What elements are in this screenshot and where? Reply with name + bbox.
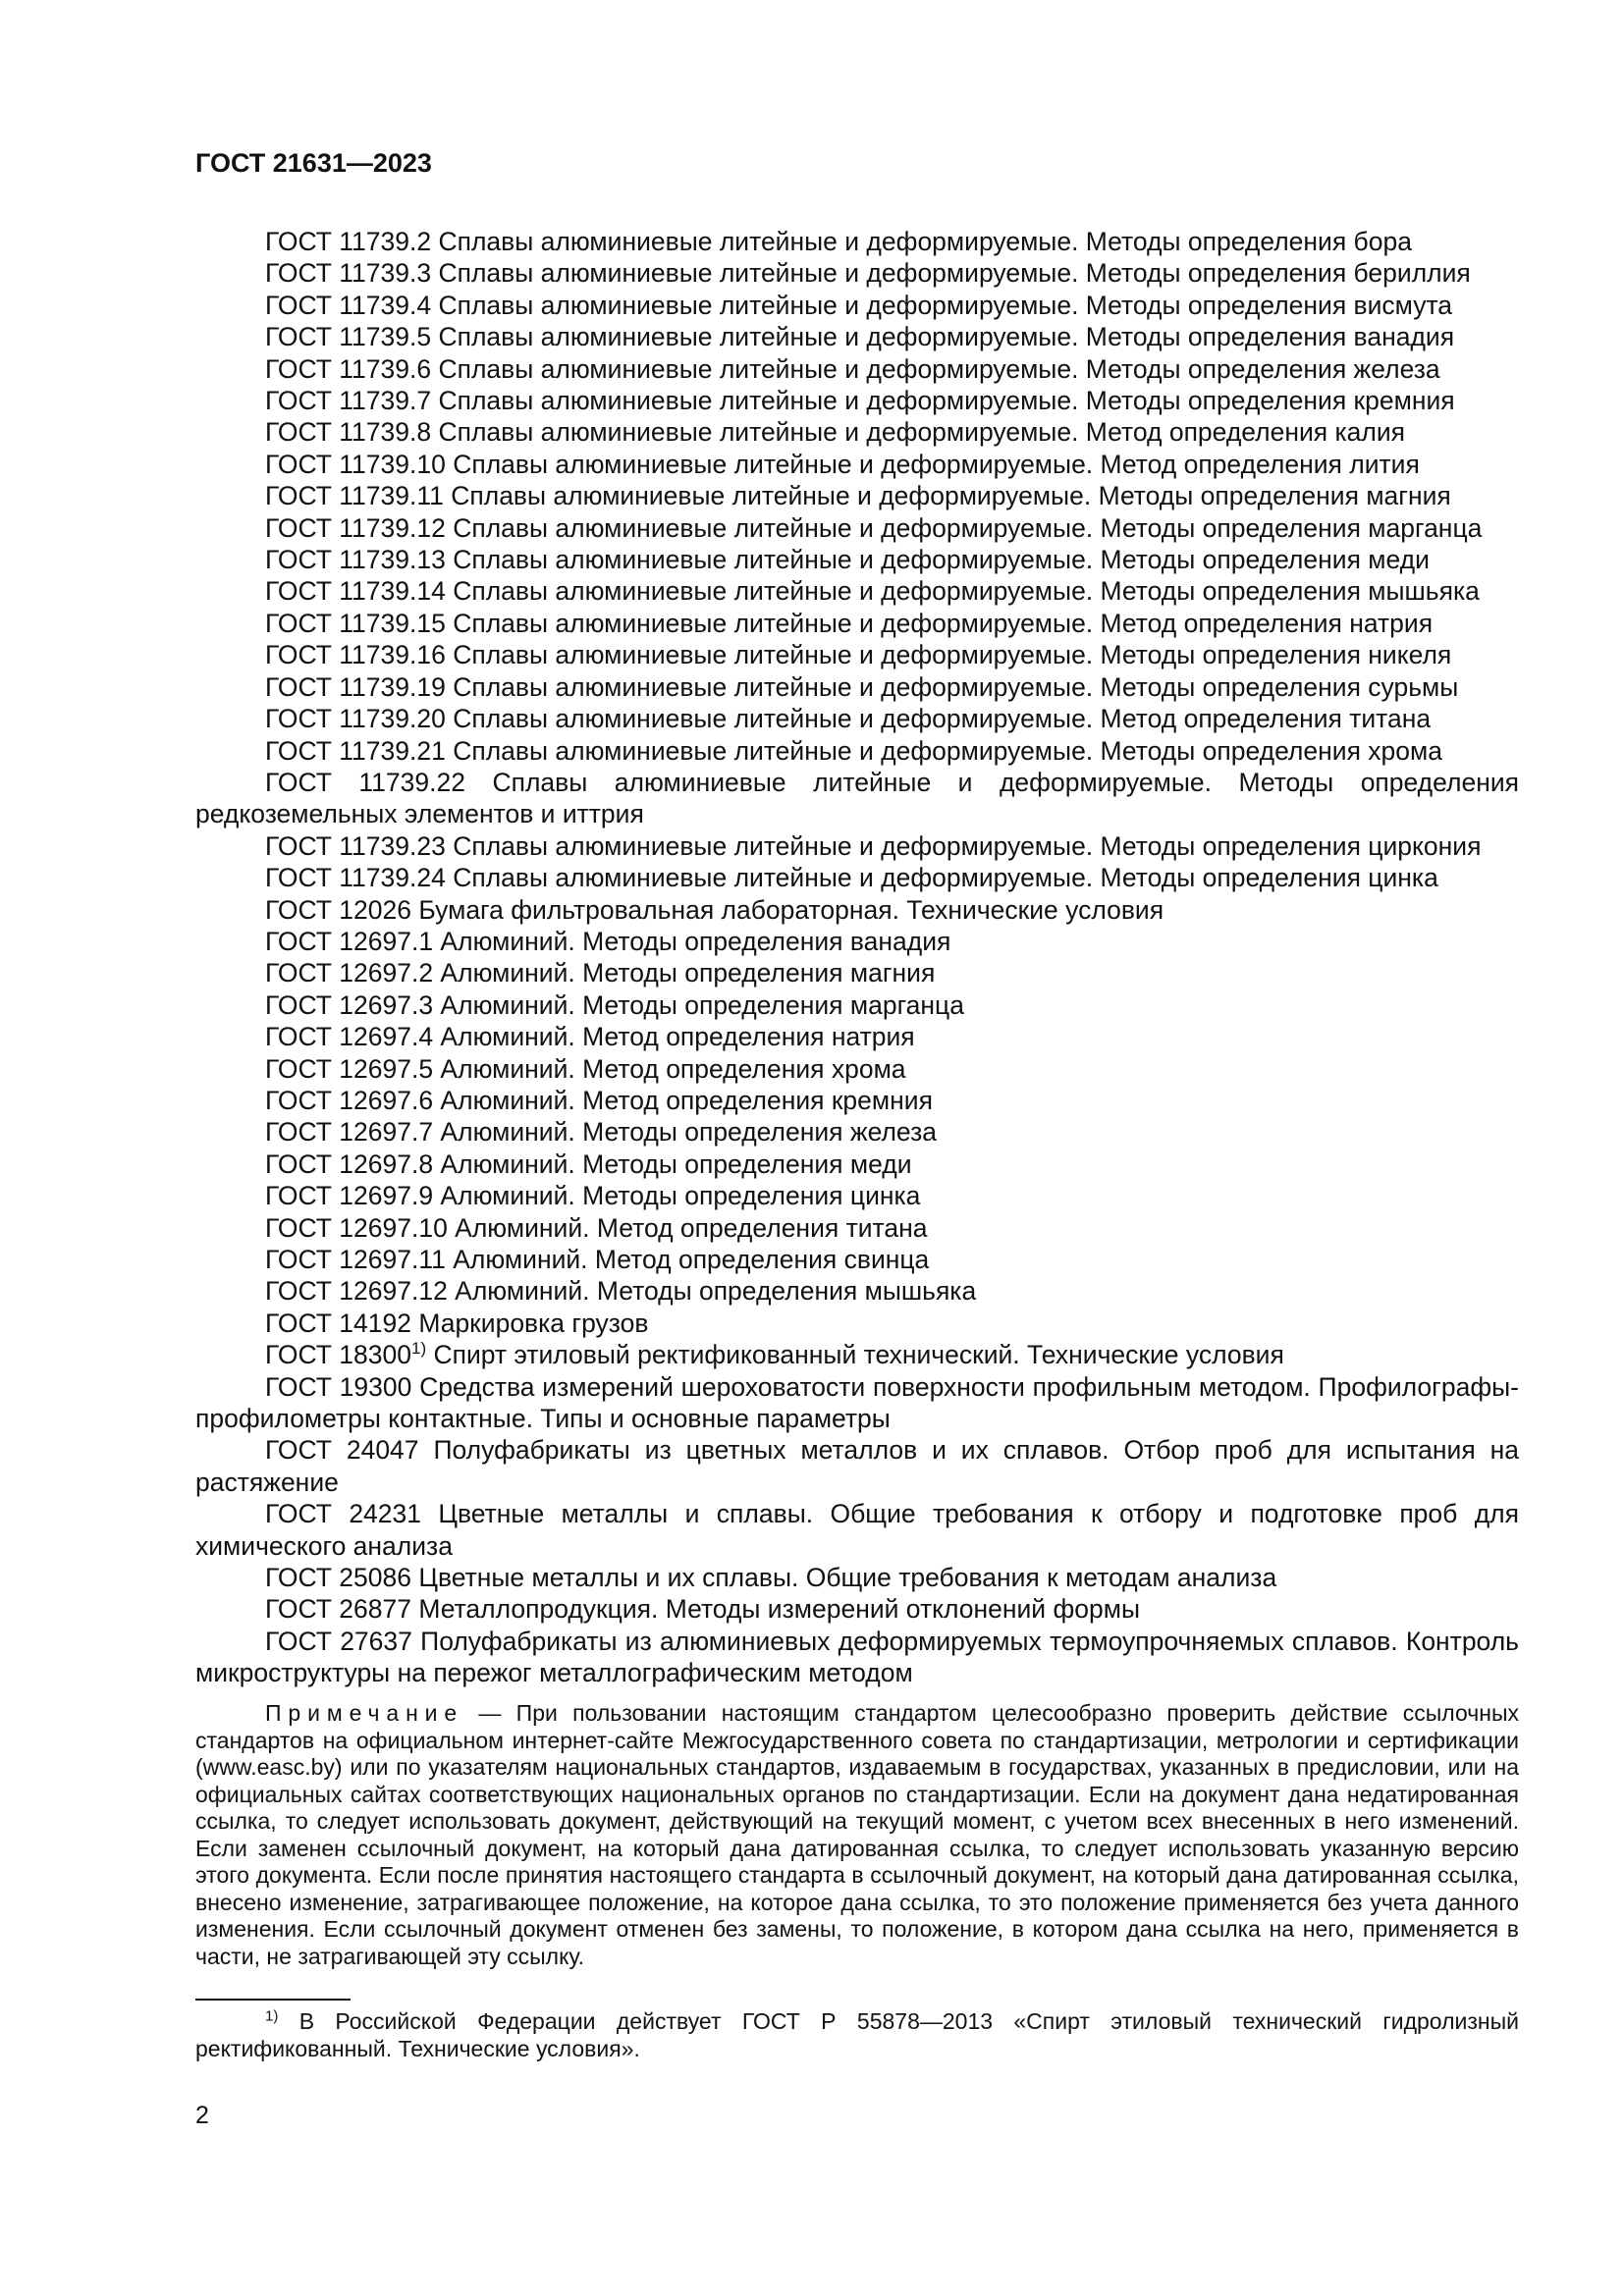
reference-text: ГОСТ 11739.5 Сплавы алюминиевые литейные и деформируемые. Методы определения ванадия xyxy=(265,322,1455,352)
reference-text: ГОСТ 12697.11 Алюминий. Метод определения свинца xyxy=(265,1245,930,1274)
reference-text: ГОСТ 24231 Цветные металлы и сплавы. Общие требования к отбору и подготовке проб для химического анализа xyxy=(195,1499,1519,1561)
reference-text: ГОСТ 11739.15 Сплавы алюминиевые литейные и деформируемые. Метод определения натрия xyxy=(265,608,1434,638)
reference-item xyxy=(195,257,1519,289)
reference-text: ГОСТ 27637 Полуфабрикаты из алюминиевых деформируемых термоупрочняемых сплавов. Контроль микроструктуры на пережог металлографическим методом xyxy=(195,1626,1519,1688)
reference-text: ГОСТ 12697.6 Алюминий. Метод определения кремния xyxy=(265,1085,933,1115)
reference-text: ГОСТ 12697.8 Алюминий. Методы определения меди xyxy=(265,1148,912,1179)
reference-item xyxy=(195,767,1519,830)
reference-text-continued: Спирт этиловый ректификованный технический. Технические условия xyxy=(426,1340,1284,1370)
reference-item xyxy=(195,226,1519,257)
reference-text: ГОСТ 11739.22 Сплавы алюминиевые литейные и деформируемые. Методы определения редкоземельных элементов и иттрия xyxy=(195,767,1519,829)
reference-text: ГОСТ 11739.12 Сплавы алюминиевые литейные и деформируемые. Методы определения марганца xyxy=(265,512,1483,543)
reference-text: ГОСТ 11739.10 Сплавы алюминиевые литейные и деформируемые. Метод определения лития xyxy=(265,449,1420,479)
reference-item xyxy=(195,671,1519,703)
reference-text: ГОСТ 12697.3 Алюминий. Методы определения марганца xyxy=(265,989,964,1020)
reference-text: ГОСТ 11739.3 Сплавы алюминиевые литейные и деформируемые. Методы определения бериллия xyxy=(265,258,1471,289)
reference-text: ГОСТ 12697.7 Алюминий. Методы определения железа xyxy=(265,1117,937,1148)
reference-item xyxy=(195,1562,1519,1593)
reference-text: ГОСТ 11739.2 Сплавы алюминиевые литейные и деформируемые. Методы определения бора xyxy=(265,227,1412,256)
reference-text: ГОСТ 12697.5 Алюминий. Метод определения хрома xyxy=(265,1053,906,1084)
reference-item xyxy=(195,1053,1519,1085)
reference-text: ГОСТ 11739.20 Сплавы алюминиевые литейные и деформируемые. Метод определения титана xyxy=(265,704,1432,734)
reference-item xyxy=(195,1180,1519,1211)
reference-text: ГОСТ 11739.13 Сплавы алюминиевые литейные и деформируемые. Методы определения меди xyxy=(265,545,1430,575)
reference-text: ГОСТ 12026 Бумага фильтровальная лабораторная. Технические условия xyxy=(265,894,1164,925)
reference-text: ГОСТ 12697.2 Алюминий. Методы определения магния xyxy=(265,958,936,988)
reference-text: ГОСТ 11739.6 Сплавы алюминиевые литейные и деформируемые. Методы определения железа xyxy=(265,353,1440,384)
reference-item xyxy=(195,1116,1519,1148)
reference-item xyxy=(195,544,1519,575)
reference-item xyxy=(195,449,1519,480)
reference-item xyxy=(195,862,1519,893)
document-header: ГОСТ 21631—2023 xyxy=(195,148,432,178)
reference-item xyxy=(195,1593,1519,1625)
reference-text: ГОСТ 11739.21 Сплавы алюминиевые литейные и деформируемые. Методы определения хрома xyxy=(265,735,1442,766)
reference-item xyxy=(195,926,1519,957)
footnote-separator xyxy=(195,1999,351,2001)
normative-references-list xyxy=(195,226,1519,1689)
reference-text: ГОСТ 25086 Цветные металлы и их сплавы. Общие требования к методам анализа xyxy=(265,1563,1277,1593)
reference-item xyxy=(195,1308,1519,1339)
reference-item xyxy=(195,290,1519,321)
reference-item xyxy=(195,575,1519,607)
footnote-mark: 1) xyxy=(265,2007,279,2025)
note-text: — При пользовании настоящим стандартом целесообразно проверить действие ссылочных стандартов на официальном интернет-сайте Межгосударственного совета по стандартизации, метрологии и сертификации (www.easc.by) или по указателям национальных стандартов, издаваемым в государствах, указанных в предисловии, или на официальных сайтах соответствующих национальных органов по стандартизации. Если на документ дана недатированная ссылка, то следует использовать документ, действующий на текущий момент, с учетом всех внесенных в него изменений. Если заменен ссылочный документ, на который дана датированная ссылка, то следует использовать указанную версию этого документа. Если после принятия настоящего стандарта в ссылочный документ, на который дана датированная ссылка, внесено изменение, затрагивающее положение, на которое дана ссылка, то это положение применяется без учета данного изменения. Если ссылочный документ отменен без замены, то положение, в котором дана ссылка на него, применяется в части, не затрагивающей эту ссылку. xyxy=(195,1700,1519,1969)
reference-item xyxy=(195,608,1519,639)
reference-item xyxy=(195,321,1519,352)
note-paragraph xyxy=(195,1700,1519,1970)
reference-text: ГОСТ 14192 Маркировка грузов xyxy=(265,1308,649,1338)
reference-item xyxy=(195,512,1519,544)
footnote-reference-mark: 1) xyxy=(410,1339,427,1359)
reference-text: ГОСТ 12697.12 Алюминий. Методы определения мышьяка xyxy=(265,1276,977,1307)
reference-text: ГОСТ 11739.16 Сплавы алюминиевые литейные и деформируемые. Методы определения никеля xyxy=(265,640,1452,670)
reference-text: ГОСТ 11739.24 Сплавы алюминиевые литейные и деформируемые. Методы определения цинка xyxy=(265,863,1438,893)
reference-item xyxy=(195,957,1519,988)
reference-item xyxy=(195,353,1519,385)
reference-text: ГОСТ 19300 Средства измерений шероховатости поверхности профильным методом. Профилографы-профилометры контактные. Типы и основные параметры xyxy=(195,1371,1519,1434)
reference-text: ГОСТ 12697.1 Алюминий. Методы определения ванадия xyxy=(265,926,951,956)
reference-text: ГОСТ 11739.14 Сплавы алюминиевые литейные и деформируемые. Методы определения мышьяка xyxy=(265,576,1480,607)
reference-text: ГОСТ 11739.4 Сплавы алюминиевые литейные и деформируемые. Методы определения висмута xyxy=(265,290,1453,320)
reference-item xyxy=(195,830,1519,862)
reference-text: ГОСТ 18300 xyxy=(265,1340,411,1370)
reference-item xyxy=(195,1275,1519,1307)
footnote xyxy=(195,2007,1519,2062)
reference-text: ГОСТ 11739.23 Сплавы алюминиевые литейные и деформируемые. Методы определения циркония xyxy=(265,830,1482,861)
reference-text: ГОСТ 11739.19 Сплавы алюминиевые литейные и деформируемые. Методы определения сурьмы xyxy=(265,671,1459,702)
reference-text: ГОСТ 11739.11 Сплавы алюминиевые литейные и деформируемые. Методы определения магния xyxy=(265,481,1451,511)
reference-item xyxy=(195,1085,1519,1116)
reference-item xyxy=(195,735,1519,767)
reference-item xyxy=(195,416,1519,448)
reference-item xyxy=(195,1371,1519,1435)
reference-text: ГОСТ 11739.8 Сплавы алюминиевые литейные и деформируемые. Метод определения калия xyxy=(265,417,1406,448)
reference-item xyxy=(195,1626,1519,1689)
reference-item xyxy=(195,639,1519,670)
reference-text: ГОСТ 26877 Металлопродукция. Методы измерений отклонений формы xyxy=(265,1594,1140,1625)
reference-text: ГОСТ 12697.4 Алюминий. Метод определения натрия xyxy=(265,1022,915,1052)
note-label: Примечание xyxy=(265,1700,464,1726)
reference-item xyxy=(195,989,1519,1021)
reference-item xyxy=(195,1498,1519,1562)
reference-item xyxy=(195,1434,1519,1498)
reference-item xyxy=(195,1021,1519,1052)
reference-item xyxy=(195,1148,1519,1180)
reference-item xyxy=(195,894,1519,926)
reference-item xyxy=(195,1339,1519,1370)
reference-item xyxy=(195,703,1519,734)
reference-text: ГОСТ 24047 Полуфабрикаты из цветных металлов и их сплавов. Отбор проб для испытания на растяжение xyxy=(195,1435,1519,1497)
reference-text: ГОСТ 11739.7 Сплавы алюминиевые литейные и деформируемые. Методы определения кремния xyxy=(265,386,1455,416)
reference-item xyxy=(195,1244,1519,1275)
reference-item xyxy=(195,385,1519,416)
reference-text: ГОСТ 12697.9 Алюминий. Методы определения цинка xyxy=(265,1181,921,1211)
footnote-text: В Российской Федерации действует ГОСТ Р 55878—2013 «Спирт этиловый технический гидролизный ректификованный. Технические условия». xyxy=(195,2008,1519,2061)
reference-text: ГОСТ 12697.10 Алюминий. Метод определения титана xyxy=(265,1212,928,1243)
page-number: 2 xyxy=(195,2102,209,2129)
reference-item xyxy=(195,1212,1519,1244)
reference-item xyxy=(195,480,1519,511)
